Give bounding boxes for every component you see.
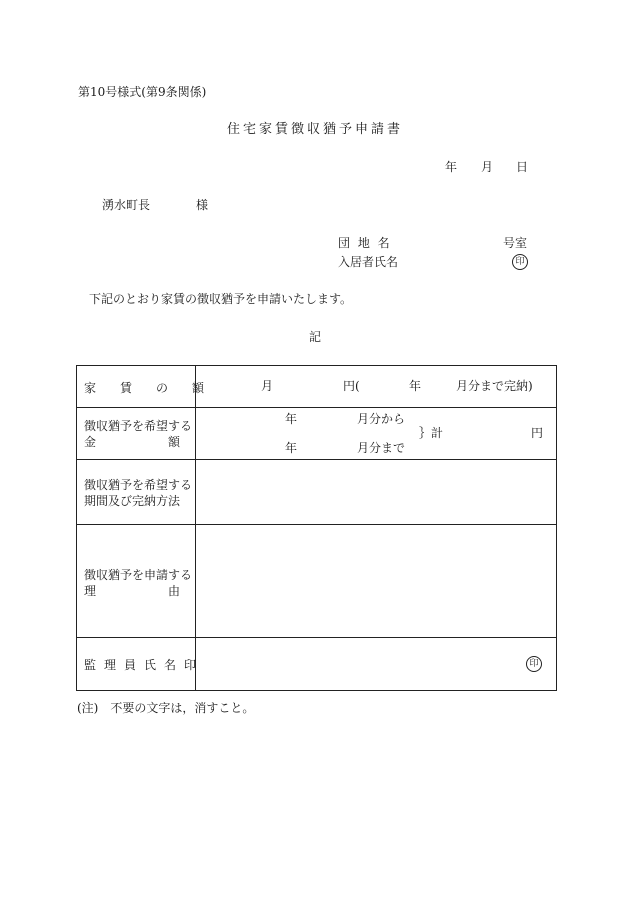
document-title: 住宅家賃徴収猶予申請書 [226, 122, 403, 137]
rent-label: 家 賃 の 額 [84, 381, 211, 395]
rent-yen: 円( [343, 379, 360, 393]
period-row [77, 460, 556, 525]
room-suffix-label: 号室 [503, 236, 528, 250]
supervisor-seal-icon: 印 [526, 656, 542, 672]
rent-until: 月分まで完納) [456, 379, 533, 393]
addressee-name: 湧水町長 [102, 198, 151, 212]
date-year-label: 年 [445, 160, 458, 174]
amount-from-year: 年 [285, 412, 298, 426]
period-label: 徴収猶予を希望する 期間及び完納方法 [84, 478, 193, 509]
rent-year: 年 [409, 379, 422, 393]
addressee-honorific: 様 [196, 198, 209, 212]
supervisor-label: 監理員氏名印 [84, 658, 205, 672]
date-day-label: 日 [516, 160, 529, 174]
reason-row [77, 525, 556, 638]
reason-label: 徴収猶予を申請する 理 由 [84, 568, 193, 599]
resident-name-label: 入居者氏名 [338, 255, 399, 269]
supervisor-row [77, 638, 556, 690]
danchi-name-label: 団 地 名 [338, 236, 392, 250]
footnote: (注) 不要の文字は，消すこと。 [77, 701, 255, 715]
intro-text: 下記のとおり家賃の徴収猶予を申請いたします。 [89, 292, 353, 306]
rent-row [77, 366, 556, 408]
form-number: 第10号様式(第9条関係) [78, 85, 207, 99]
amount-label: 徴収猶予を希望する 金 額 [84, 419, 193, 450]
seal-stamp-icon: 印 [512, 254, 528, 270]
ki-heading: 記 [308, 330, 321, 344]
amount-to-year: 年 [285, 441, 298, 455]
application-table [76, 365, 557, 691]
amount-yen: 円 [531, 426, 544, 440]
amount-row [77, 408, 556, 460]
amount-from-month: 月分から [357, 412, 406, 426]
rent-month: 月 [261, 379, 274, 393]
amount-to-month: 月分まで [357, 441, 406, 455]
amount-total-label: ｝計 [419, 426, 444, 440]
date-month-label: 月 [481, 160, 494, 174]
